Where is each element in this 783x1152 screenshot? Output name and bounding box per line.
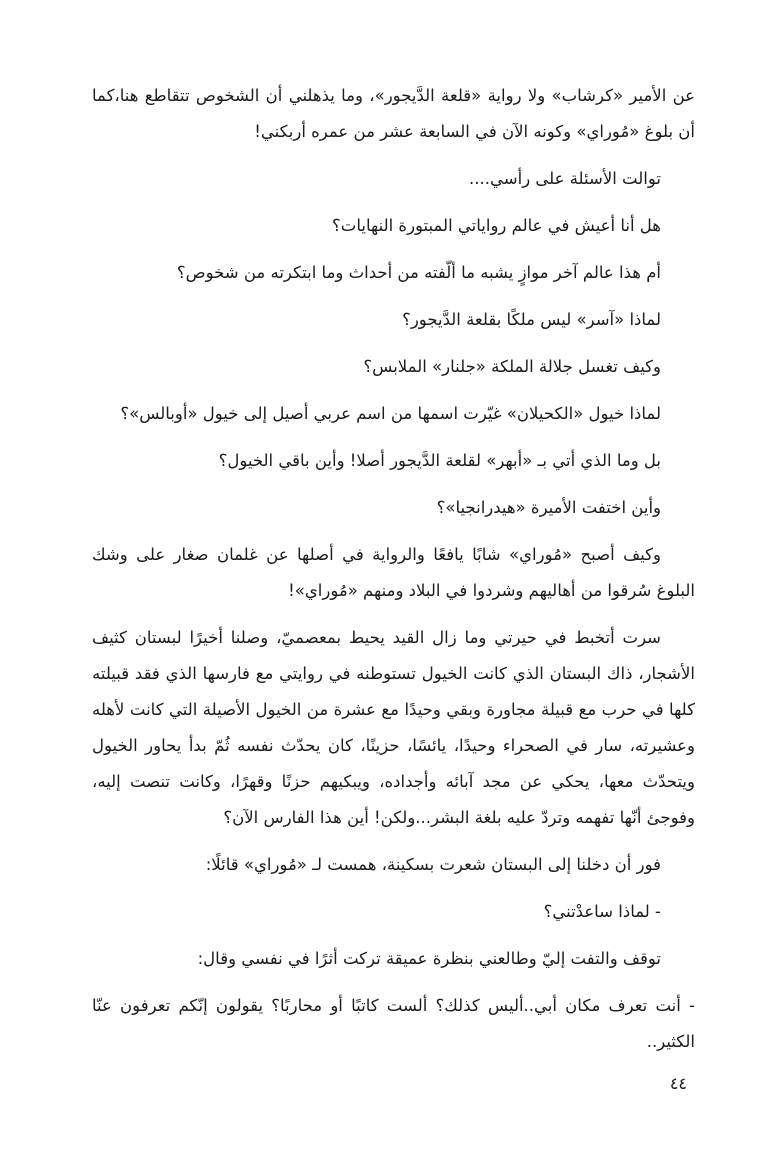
paragraph-2: توالت الأسئلة على رأسي....	[469, 169, 661, 188]
dialog-line-2: - أنت تعرف مكان أبي..أليس كذلك؟ ألست كاتبًا أو محاربًا؟ يقولون إنّكم تعرفون عنّا الكثير..	[92, 996, 695, 1051]
paragraph-3: هل أنا أعيش في عالم رواياتي المبتورة النهايات؟	[332, 216, 661, 235]
page-body	[92, 78, 695, 1071]
paragraph-1: عن الأمير «كرشاب» ولا رواية «قلعة الدَّيجور»، وما يذهلني أن الشخوص تتقاطع هنا،كما أن بلوغ «مُوراي» وكونه الآن في السابعة عشر من عمره أربكني!	[92, 86, 695, 141]
paragraph-5: لماذا «آسر» ليس ملكًا بقلعة الدَّيجور؟	[402, 310, 661, 329]
paragraph-8: بل وما الذي أتي بـ «أبهر» لقلعة الدَّيجور أصلا! وأين باقي الخيول؟	[218, 451, 661, 470]
paragraph-4: أم هذا عالم آخر موازٍ يشبه ما ألّفته من أحداث وما ابتكرته من شخوص؟	[176, 263, 661, 282]
paragraph-13: توقف والتفت إليّ وطالعني بنظرة عميقة تركت أثرًا في نفسي وقال:	[197, 949, 661, 968]
paragraph-12: فور أن دخلنا إلى البستان شعرت بسكينة، همست لـ «مُوراي» قائلًا:	[205, 855, 661, 874]
paragraph-10: وكيف أصبح «مُوراي» شابًا يافعًا والرواية في أصلها عن غلمان صغار على وشك البلوغ سُرقوا من أهاليهم وشردوا في البلاد ومنهم «مُوراي»!	[92, 545, 695, 600]
paragraph-11: سرت أتخبط في حيرتي وما زال القيد يحيط بمعصميّ، وصلنا أخيرًا لبستان كثيف الأشجار، ذاك البستان الذي كانت الخيول تستوطنه في روايتي مع فارسها الذي فقد قبيلته كلها في حرب مع قبيلة مجاورة وبقي وحيدًا مع عشرة من الخيول الأصيلة التي كانت لأهله وعشيرته، سار في الصحراء وحيدًا، يائسًا، حزينًا، كان يحدّث نفسه ثُمّ بدأ يحاور الخيول ويتحدّث معها، يحكي عن مجد آبائه وأجداده، ويبكيهم حزنًا وقهرًا، وكانت تنصت إليه، وفوجئ أنّها تفهمه وتردّ عليه بلغة البشر...ولكن! أين هذا الفارس الآن؟	[92, 628, 695, 827]
dialog-line-1: - لماذا ساعدْتني؟	[543, 902, 661, 921]
paragraph-7: لماذا خيول «الكحيلان» غيّرت اسمها من اسم عربي أصيل إلى خيول «أوبالس»؟	[120, 404, 661, 423]
page-number: ٤٤	[669, 1074, 687, 1093]
paragraph-9: وأين اختفت الأميرة «هيدرانجيا»؟	[436, 498, 661, 517]
paragraph-6: وكيف تغسل جلالة الملكة «جلنار» الملابس؟	[363, 357, 661, 376]
